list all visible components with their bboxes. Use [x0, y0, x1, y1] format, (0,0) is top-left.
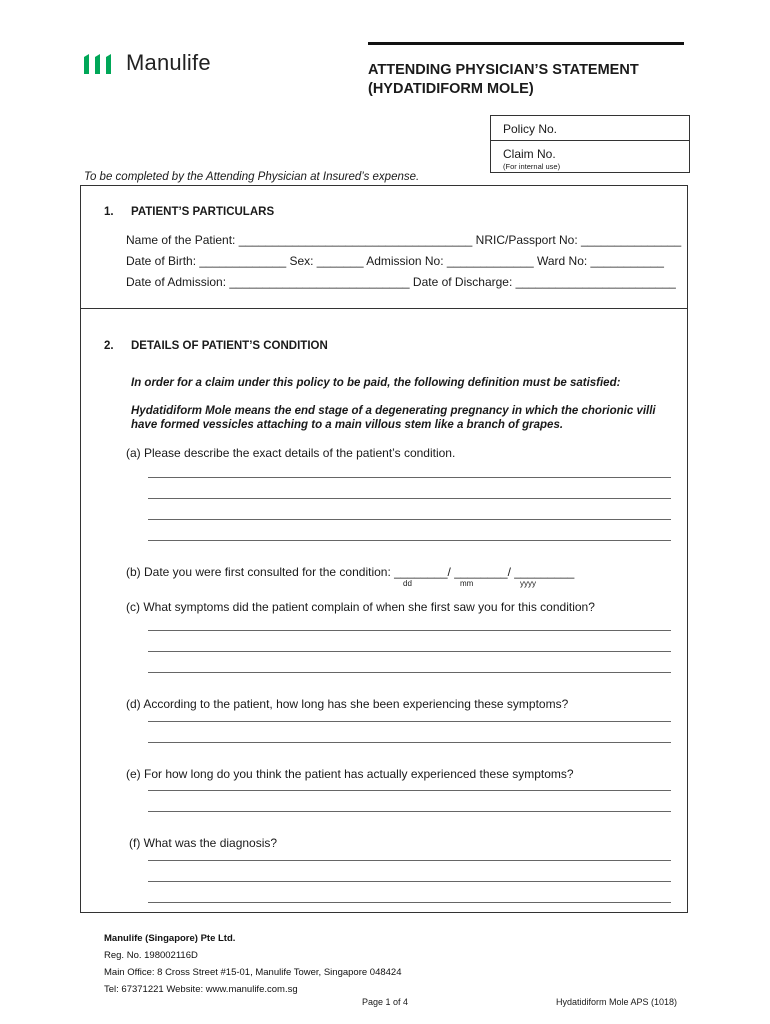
internal-use-box: [490, 115, 690, 173]
answer-c-line-3[interactable]: [148, 672, 671, 673]
section-1-number: 1.: [104, 206, 114, 218]
manulife-logo-icon: [84, 52, 112, 74]
claim-number-field[interactable]: [491, 140, 689, 172]
logo-wordmark: Manulife: [126, 50, 211, 75]
form-frame: [80, 185, 688, 913]
form-title: [368, 61, 688, 99]
office-address: Main Office: 8 Cross Street #15-01, Manulife Tower, Singapore 048424: [104, 967, 402, 978]
answer-d-line-1[interactable]: [148, 721, 671, 722]
question-b-first-consulted-date[interactable]: (b) Date you were first consulted for the condition: ________/ ________/ _________: [126, 565, 575, 579]
dob-sex-admission-ward-line[interactable]: Date of Birth: _____________ Sex: _______ Admission No: _____________ Ward No: ___________: [126, 254, 664, 268]
date-hint-yyyy: yyyy: [520, 579, 536, 588]
company-footer: [104, 930, 402, 998]
hydatidiform-mole-definition: Hydatidiform Mole means the end stage of a degenerating pregnancy in which the chorionic villi have formed vessicles attaching to a main villous stem like a branch of grapes.: [131, 405, 656, 431]
title-rule: [368, 42, 684, 45]
patient-name-nric-line[interactable]: Name of the Patient: ___________________________________ NRIC/Passport No: _______________: [126, 233, 682, 247]
admission-discharge-dates-line[interactable]: Date of Admission: ___________________________ Date of Discharge: ________________________: [126, 275, 676, 289]
answer-e-line-1[interactable]: [148, 790, 671, 791]
registration-number: Reg. No. 198002116D: [104, 950, 198, 961]
policy-number-field[interactable]: [491, 116, 689, 141]
question-f: (f) What was the diagnosis?: [129, 836, 278, 850]
date-hint-mm: mm: [460, 579, 474, 588]
company-name: Manulife (Singapore) Pte Ltd.: [104, 933, 236, 944]
section-divider: [80, 308, 688, 309]
question-d: (d) According to the patient, how long has she been experiencing these symptoms?: [126, 697, 569, 711]
section-2-number: 2.: [104, 340, 114, 352]
policy-number-label: Policy No.: [503, 122, 558, 136]
page-number: Page 1 of 4: [362, 997, 409, 1007]
contact-info: Tel: 67371221 Website: www.manulife.com.sg: [104, 984, 298, 995]
form-title-line-2: (HYDATIDIFORM MOLE): [368, 81, 534, 97]
answer-f-line-1[interactable]: [148, 860, 671, 861]
question-c: (c) What symptoms did the patient complain of when she first saw you for this condition?: [126, 600, 595, 614]
answer-c-line-1[interactable]: [148, 630, 671, 631]
answer-a-line-4[interactable]: [148, 540, 671, 541]
question-a: (a) Please describe the exact details of the patient’s condition.: [126, 446, 456, 460]
completion-instruction: To be completed by the Attending Physician at Insured’s expense.: [84, 171, 420, 183]
claim-condition-statement: In order for a claim under this policy to be paid, the following definition must be satisfied:: [131, 377, 621, 389]
form-title-line-1: ATTENDING PHYSICIAN’S STATEMENT: [368, 62, 639, 78]
section-2-title: DETAILS OF PATIENT’S CONDITION: [131, 340, 328, 352]
answer-a-line-1[interactable]: [148, 477, 671, 478]
section-1-title: PATIENT’S PARTICULARS: [131, 206, 275, 218]
date-hint-dd: dd: [403, 579, 412, 588]
question-e: (e) For how long do you think the patient has actually experienced these symptoms?: [126, 767, 574, 781]
internal-use-note: (For internal use): [503, 162, 561, 171]
answer-f-line-3[interactable]: [148, 902, 671, 903]
manulife-logo: [84, 50, 211, 76]
answer-d-line-2[interactable]: [148, 742, 671, 743]
answer-e-line-2[interactable]: [148, 811, 671, 812]
form-reference: Hydatidiform Mole APS (1018): [556, 997, 678, 1007]
answer-a-line-2[interactable]: [148, 498, 671, 499]
answer-a-line-3[interactable]: [148, 519, 671, 520]
claim-number-label: Claim No.: [503, 147, 556, 161]
answer-f-line-2[interactable]: [148, 881, 671, 882]
answer-c-line-2[interactable]: [148, 651, 671, 652]
